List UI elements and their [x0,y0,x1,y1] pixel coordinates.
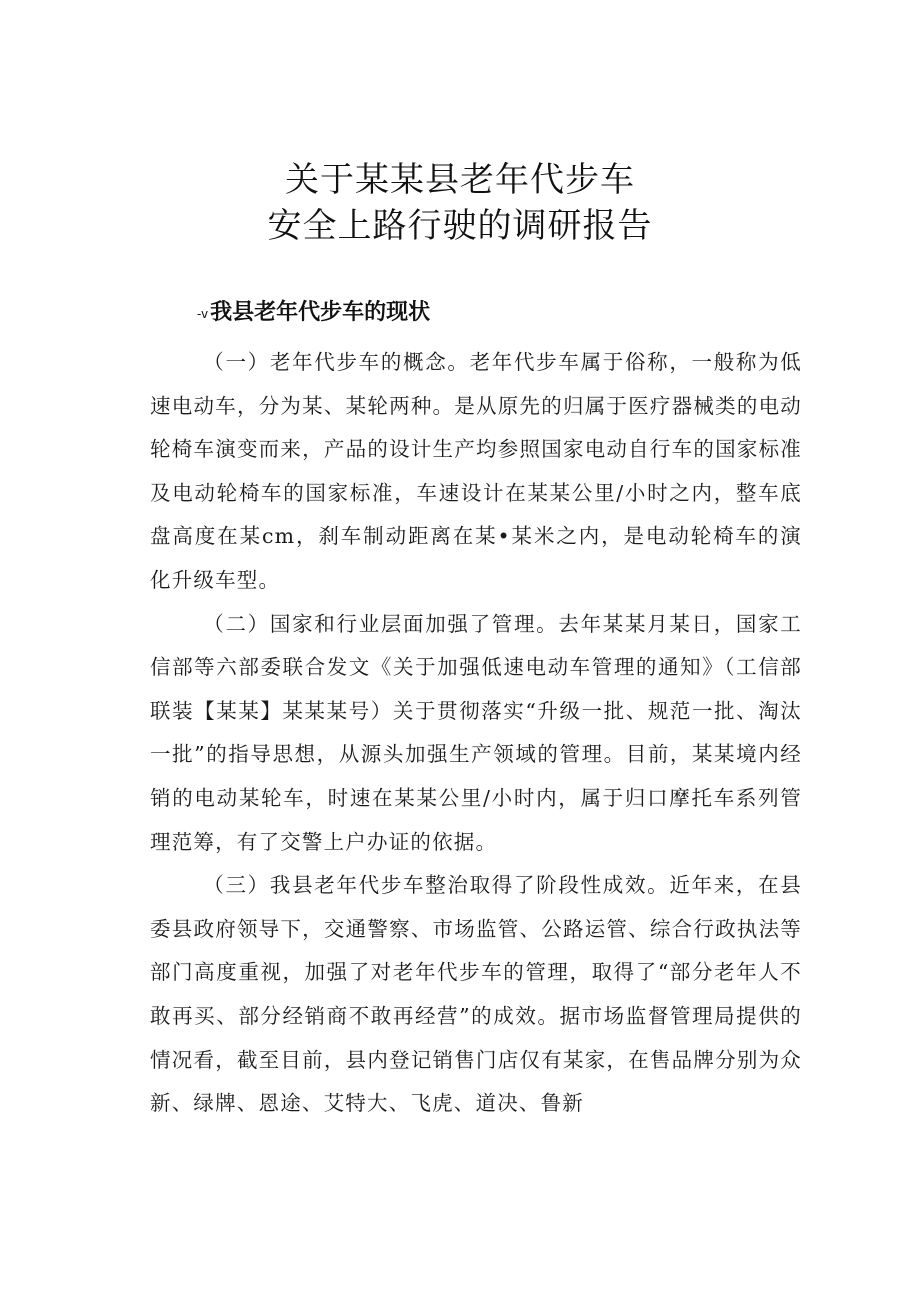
paragraph-2: （二）国家和行业层面加强了管理。去年某某月某日，国家工信部等六部委联合发文《关于加强低速电动车管理的通知》（工信部联装【某某】某某某号）关于贯彻落实“升级一批、规范一批、淘汰一批”的指导思想，从源头加强生产领域的管理。目前，某某境内经销的电动某轮车，时速在某某公里/小时内，属于归口摩托车系列管理范筹，有了交警上户办证的依据。 [150,611,802,854]
section-marker: -v [197,307,209,321]
section-heading-text: 我县老年代步车的现状 [210,300,431,325]
document-body [150,341,802,1126]
title-line-2: 安全上路行驶的调研报告 [267,206,653,246]
title-line-1: 关于某某县老年代步车 [285,160,635,200]
section-heading [197,296,430,331]
paragraph-3: （三）我县老年代步车整治取得了阶段性成效。近年来，在县委县政府领导下，交通警察、市场监管、公路运管、综合行政执法等部门高度重视，加强了对老年代步车的管理，取得了“部分老年人不敢再买、部分经销商不敢再经营”的成效。据市场监督管理局提供的情况看，截至目前，县内登记销售门店仅有某家，在售品牌分别为众新、绿牌、恩途、艾特大、飞虎、道决、鲁新 [150,873,802,1116]
paragraph-1: （一）老年代步车的概念。老年代步车属于俗称，一般称为低速电动车，分为某、某轮两种。是从原先的归属于医疗器械类的电动轮椅车演变而来，产品的设计生产均参照国家电动自行车的国家标准及电动轮椅车的国家标准，车速设计在某某公里/小时之内，整车底盘高度在某cm，刹车制动距离在某•某米之内，是电动轮椅车的演化升级车型。 [150,350,802,592]
